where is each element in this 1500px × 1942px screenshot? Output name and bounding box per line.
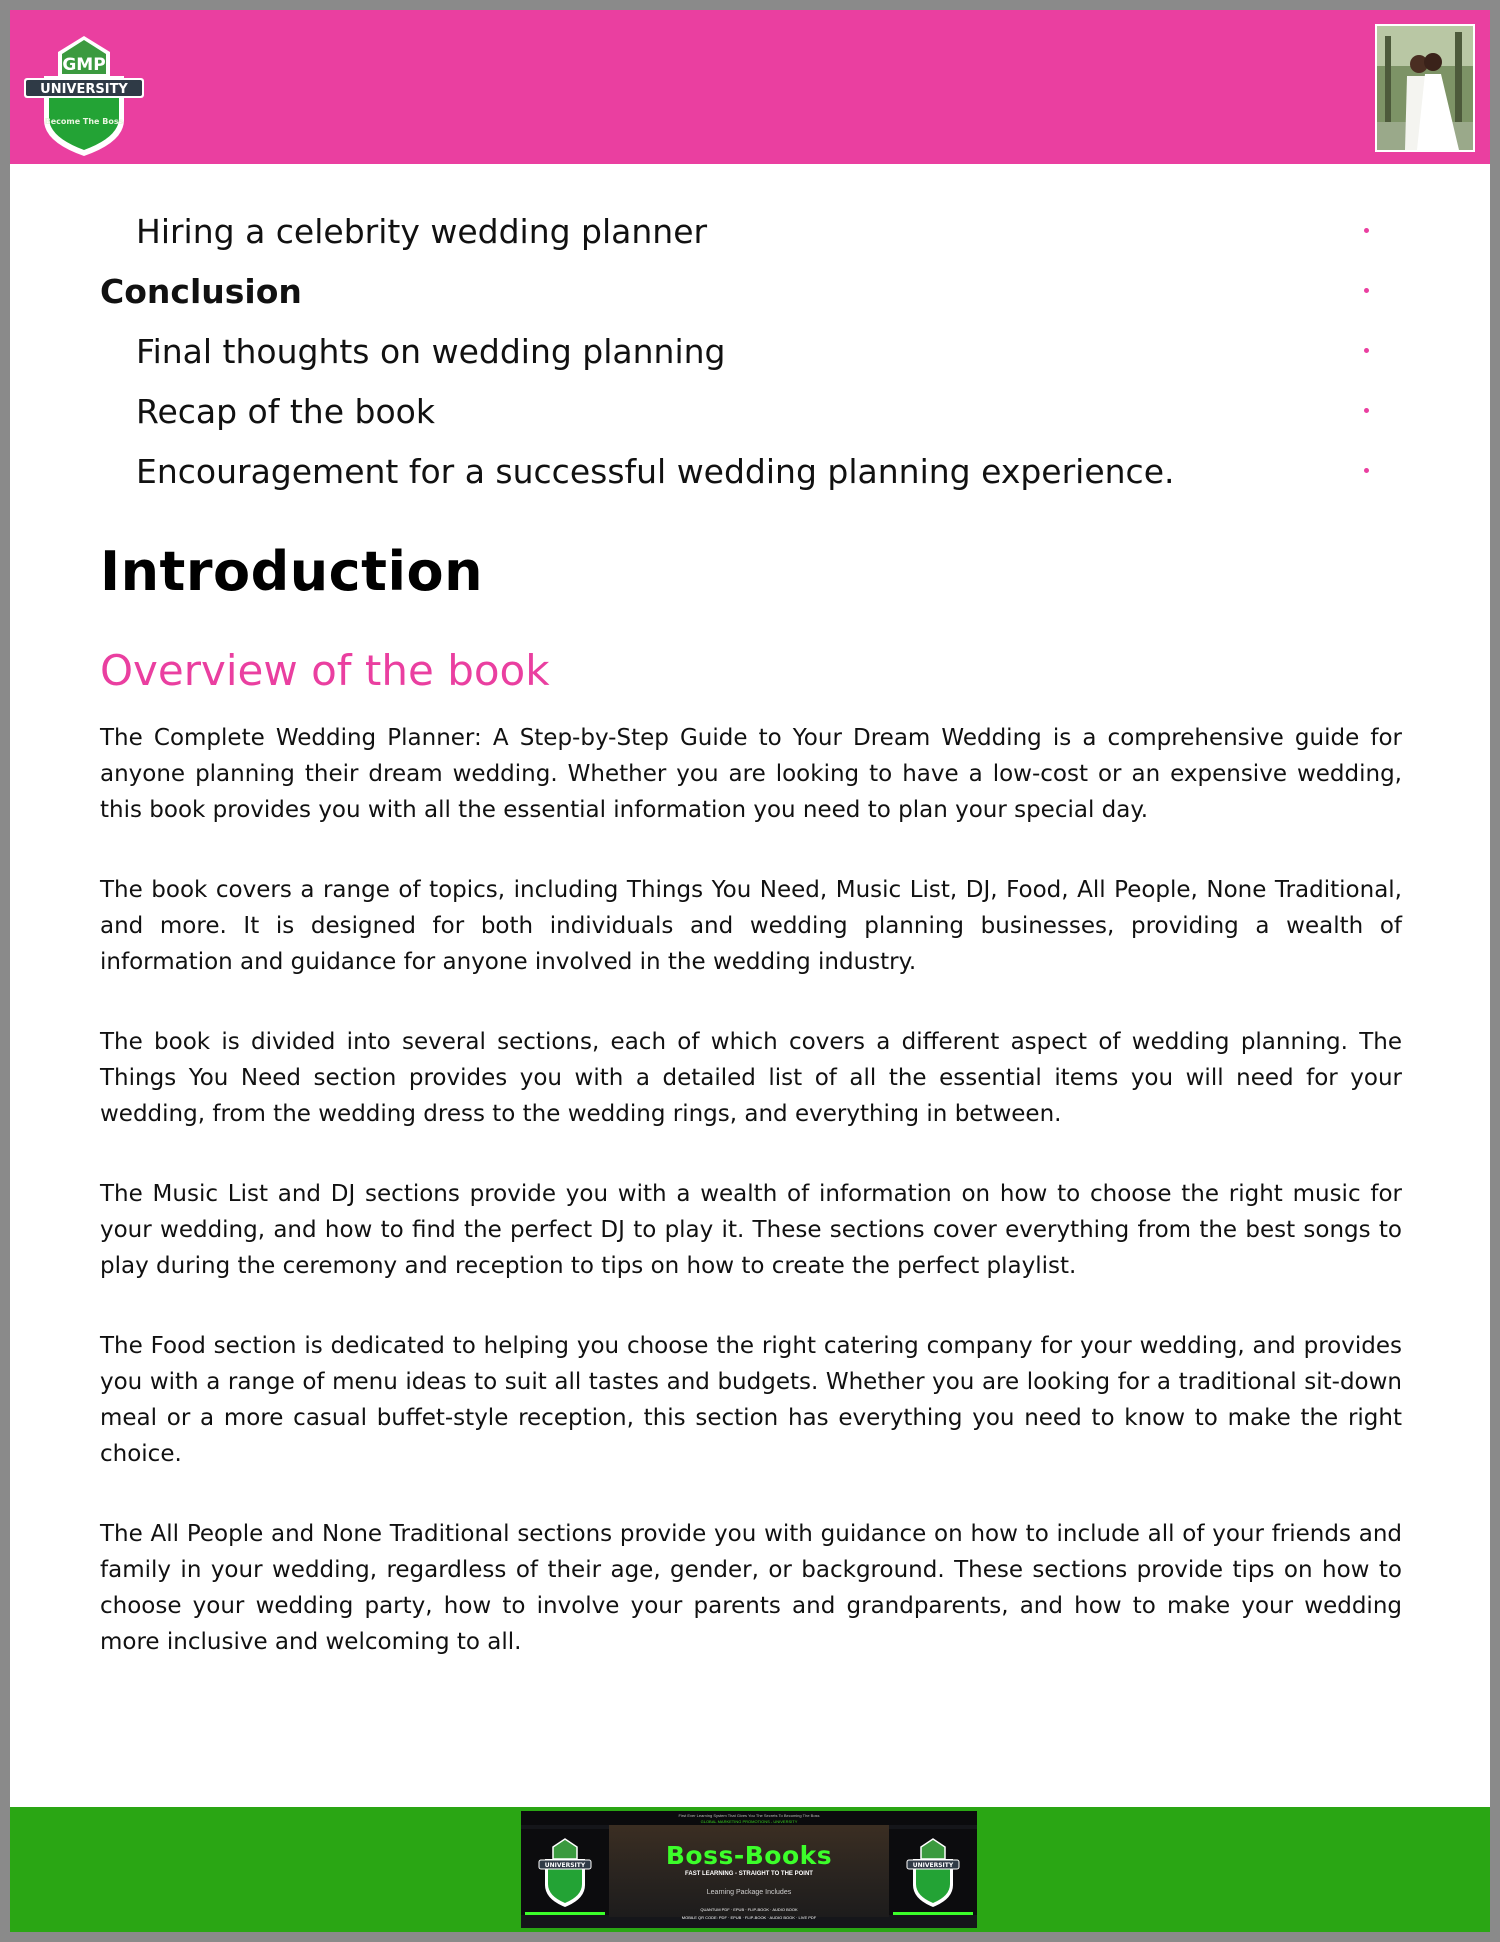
toc-leader-dot <box>1364 228 1369 233</box>
paragraph: The Food section is dedicated to helping you choose the right catering company for your wedding, and provides you with a range of menu ideas to suit all tastes and budgets. Whether you are looking for a traditional sit-down meal or a more casual buffet-style reception, this section has everything you need to know to make the right choice. <box>100 1333 1402 1467</box>
body-text <box>100 720 1402 1704</box>
toc-entry-label: Final thoughts on wedding planning <box>136 332 726 371</box>
banner-formats: QUANTUM PDF · EPUB · FLIP-BOOK · AUDIO BOOK <box>700 1907 798 1912</box>
banner-org: GLOBAL MARKETING PROMOTIONS - UNIVERSITY <box>700 1819 798 1824</box>
toc-entry[interactable] <box>10 446 1490 506</box>
banner-mobile: MOBILE QR CODE: PDF · EPUB · FLIP-BOOK · AUDIO BOOK · LIVE PDF <box>681 1915 817 1920</box>
paragraph: The book is divided into several sections, each of which covers a different aspect of wedding planning. The Things You Need section provides you with a detailed list of all the essential items you will need for your wedding, from the wedding dress to the wedding rings, and everything in between. <box>100 1029 1402 1127</box>
svg-text:UNIVERSITY: UNIVERSITY <box>912 1862 954 1869</box>
toc-entry[interactable] <box>10 386 1490 446</box>
table-of-contents <box>10 206 1490 506</box>
svg-text:GMP: GMP <box>62 55 106 75</box>
chapter-heading: Introduction <box>100 540 484 603</box>
boss-books-banner[interactable] <box>521 1811 977 1928</box>
paragraph: The book covers a range of topics, including Things You Need, Music List, DJ, Food, All People, None Traditional, and more. It is designed for both individuals and wedding planning businesses, providing a wealth of information and guidance for anyone involved in the wedding industry. <box>100 877 1402 975</box>
wedding-couple-photo <box>1375 24 1475 152</box>
page-header <box>10 10 1490 164</box>
toc-leader-dot <box>1364 348 1369 353</box>
gmp-university-logo <box>24 28 144 158</box>
paragraph: The Music List and DJ sections provide you with a wealth of information on how to choose the right music for your wedding, and how to find the perfect DJ to play it. These sections cover everything from the best songs to play during the ceremony and reception to tips on how to create the perfect playlist. <box>100 1181 1402 1279</box>
banner-left-logo <box>521 1829 609 1915</box>
toc-entry-label: Encouragement for a successful wedding planning experience. <box>136 452 1175 491</box>
svg-text:Become The Boss: Become The Boss <box>44 117 124 126</box>
paragraph: The Complete Wedding Planner: A Step-by-Step Guide to Your Dream Wedding is a comprehensive guide for anyone planning their dream wedding. Whether you are looking to have a low-cost or an expensive wedding, this book provides you with all the essential information you need to plan your special day. <box>100 725 1402 823</box>
document-page <box>10 10 1490 1932</box>
toc-leader-dot <box>1364 468 1369 473</box>
section-heading: Overview of the book <box>100 646 550 695</box>
banner-package-text: Learning Package Includes <box>706 1889 792 1896</box>
svg-text:UNIVERSITY: UNIVERSITY <box>544 1862 586 1869</box>
toc-entry[interactable] <box>10 206 1490 266</box>
banner-right-logo <box>889 1829 977 1915</box>
paragraph: The All People and None Traditional sections provide you with guidance on how to include all of your friends and family in your wedding, regardless of their age, gender, or background. These sections provide tips on how to choose your wedding party, how to involve your parents and grandparents, and how to make your wedding more inclusive and welcoming to all. <box>100 1521 1402 1655</box>
toc-entry[interactable] <box>10 266 1490 326</box>
toc-entry[interactable] <box>10 326 1490 386</box>
banner-title: Boss-Books <box>665 1841 833 1870</box>
banner-subtitle: FAST LEARNING - STRAIGHT TO THE POINT <box>685 1871 813 1877</box>
toc-leader-dot <box>1364 408 1369 413</box>
page-footer <box>10 1807 1490 1932</box>
svg-text:UNIVERSITY: UNIVERSITY <box>40 82 128 97</box>
toc-entry-label: Conclusion <box>100 272 302 311</box>
toc-leader-dot <box>1364 288 1369 293</box>
banner-tagline: First Ever Learning System That Gives You The Secrets To Becoming The Boss <box>678 1813 820 1818</box>
toc-entry-label: Recap of the book <box>136 392 435 431</box>
toc-entry-label: Hiring a celebrity wedding planner <box>136 212 708 251</box>
